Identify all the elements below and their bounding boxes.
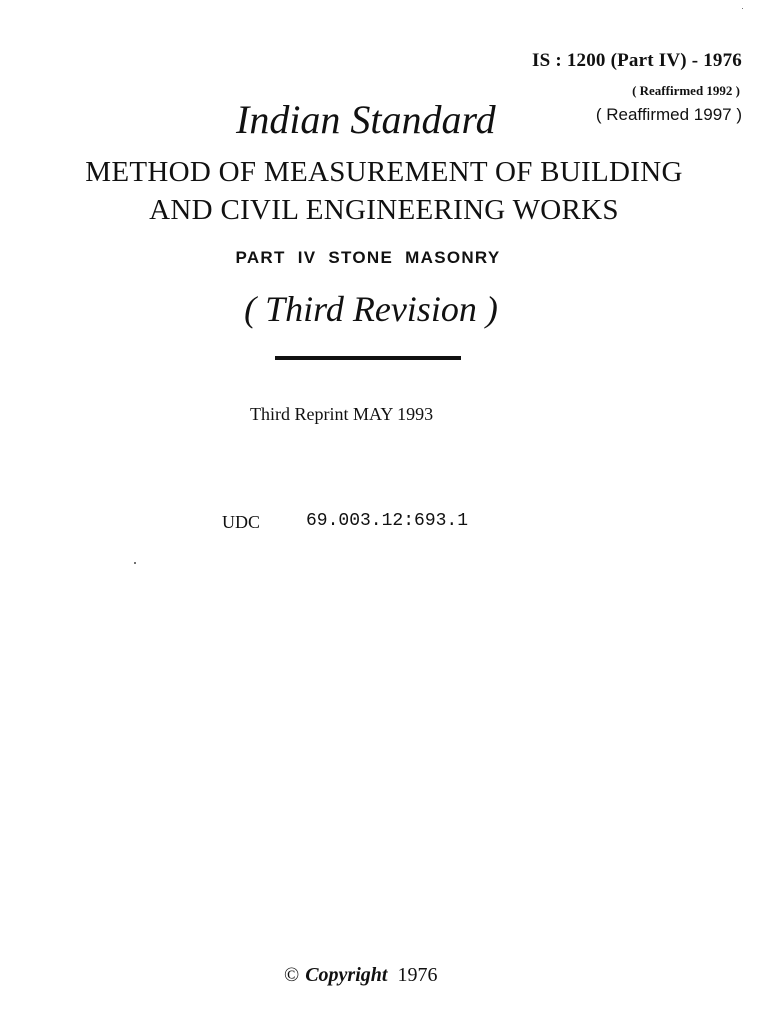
reaffirmed-note-1992: ( Reaffirmed 1992 ): [632, 83, 740, 98]
standard-heading: Indian Standard: [236, 97, 496, 142]
copyright-notice: [284, 964, 437, 987]
copyright-word: Copyright: [305, 964, 388, 986]
udc-label: UDC: [222, 512, 261, 532]
copyright-year: 1976: [397, 964, 438, 986]
udc-code: 69.003.12:693.1: [306, 511, 469, 531]
document-title-line-2: AND CIVIL ENGINEERING WORKS: [149, 194, 619, 226]
title-divider: [275, 356, 461, 360]
standard-number: IS : 1200 (Part IV) - 1976: [532, 50, 742, 71]
copyright-icon: ©: [284, 964, 300, 986]
revision-label: ( Third Revision ): [244, 289, 498, 329]
scan-speck: [742, 8, 743, 9]
scan-speck: [134, 562, 136, 564]
reprint-note: Third Reprint MAY 1993: [250, 404, 434, 424]
part-title: PART IV STONE MASONRY: [235, 248, 501, 267]
document-title-line-1: METHOD OF MEASUREMENT OF BUILDING: [85, 156, 683, 188]
reaffirmed-note-1997: ( Reaffirmed 1997 ): [595, 105, 742, 124]
